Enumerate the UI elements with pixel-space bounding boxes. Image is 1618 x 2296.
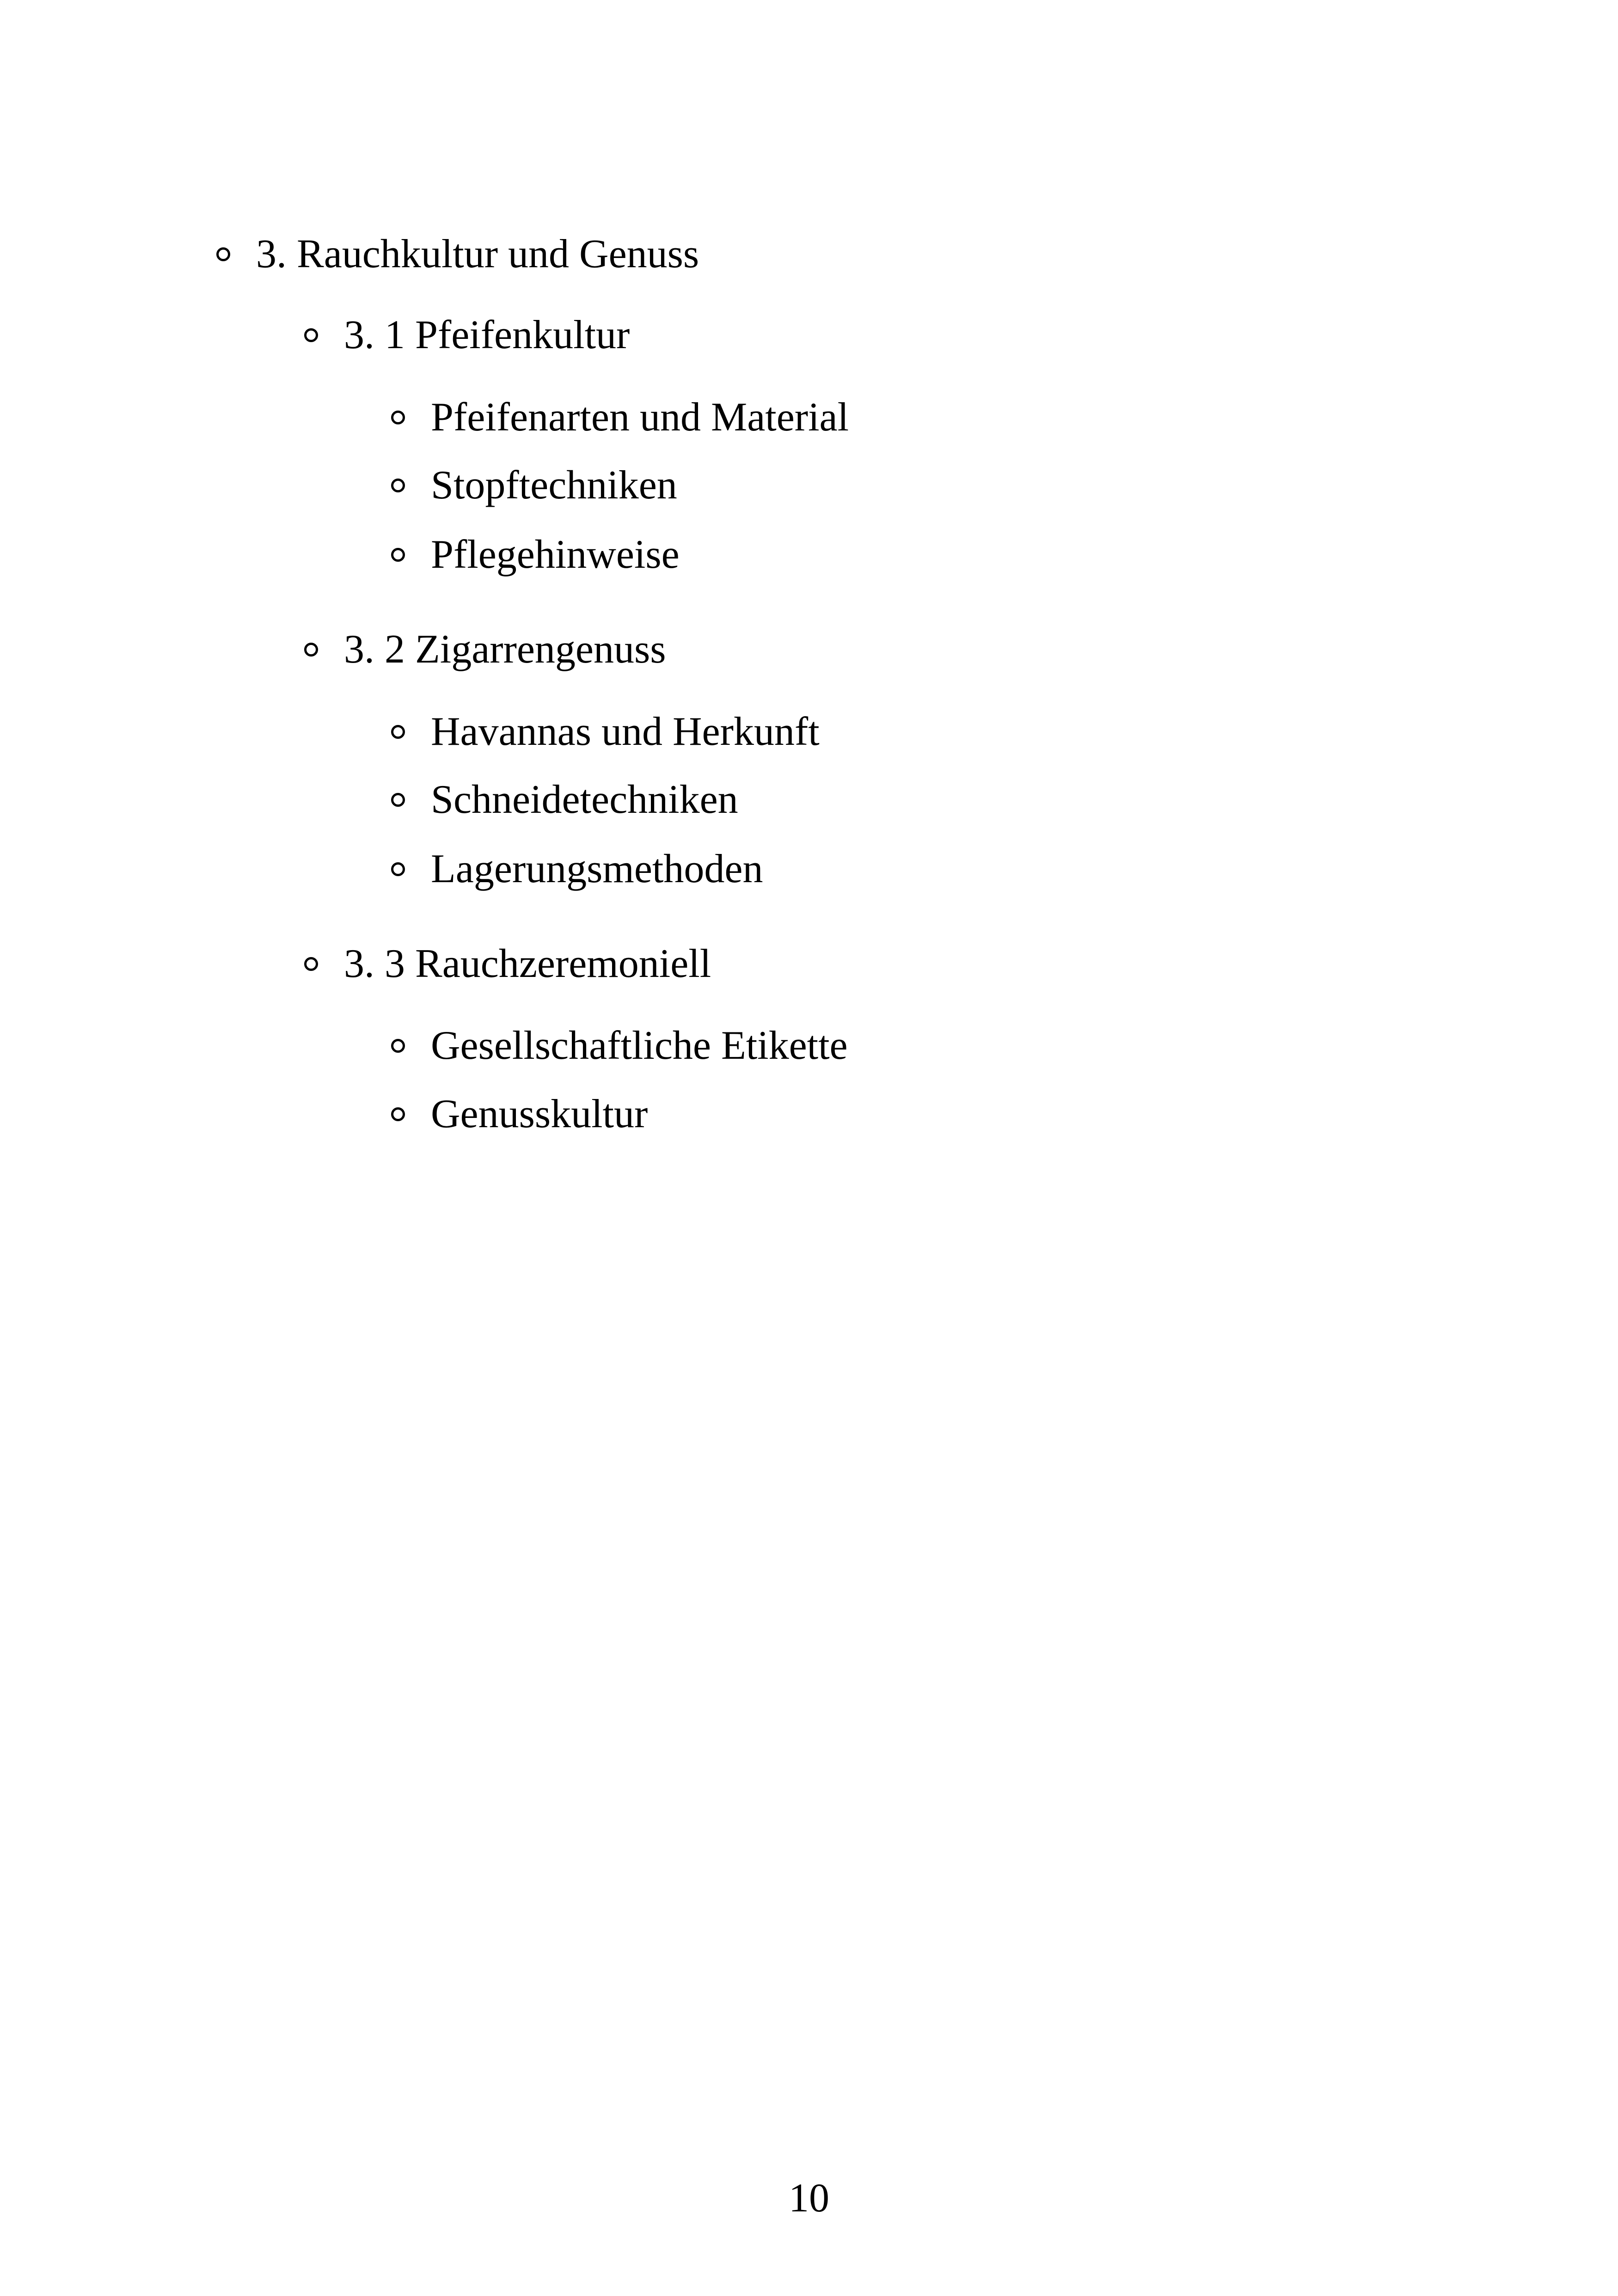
toc-item-label: Stopftechniken [431, 463, 677, 508]
toc-item [391, 844, 763, 895]
hollow-circle-bullet-icon [391, 862, 405, 876]
hollow-circle-bullet-icon [216, 247, 230, 261]
hollow-circle-bullet-icon [391, 1039, 405, 1053]
toc-subsection-label: 3. 3 Rauchzeremoniell [344, 941, 711, 986]
toc-item-label: Pflegehinweise [431, 532, 680, 577]
toc-item-label: Genusskultur [431, 1092, 648, 1136]
toc-item [391, 529, 680, 580]
toc-item [391, 392, 849, 443]
hollow-circle-bullet-icon [304, 328, 318, 342]
toc-item-label: Lagerungsmethoden [431, 847, 763, 891]
hollow-circle-bullet-icon [391, 725, 405, 739]
hollow-circle-bullet-icon [304, 957, 318, 971]
hollow-circle-bullet-icon [391, 548, 405, 562]
toc-item-label: Gesellschaftliche Etikette [431, 1023, 848, 1068]
hollow-circle-bullet-icon [304, 643, 318, 657]
toc-item-label: Havannas und Herkunft [431, 709, 820, 754]
toc-item-label: Schneidetechniken [431, 777, 738, 822]
toc-section-3 [216, 229, 699, 280]
toc-subsection-3-2 [304, 624, 666, 675]
toc-item-label: Pfeifenarten und Material [431, 395, 849, 440]
hollow-circle-bullet-icon [391, 793, 405, 807]
hollow-circle-bullet-icon [391, 1107, 405, 1121]
toc-subsection-label: 3. 1 Pfeifenkultur [344, 313, 630, 357]
hollow-circle-bullet-icon [391, 479, 405, 492]
page-number: 10 [789, 2176, 829, 2221]
toc-item [391, 1020, 848, 1071]
toc-item [391, 706, 820, 757]
toc-subsection-3-3 [304, 939, 711, 989]
toc-item [391, 460, 677, 511]
hollow-circle-bullet-icon [391, 411, 405, 424]
toc-subsection-label: 3. 2 Zigarrengenuss [344, 627, 666, 672]
toc-section-label: 3. Rauchkultur und Genuss [256, 232, 699, 276]
toc-item [391, 1089, 648, 1140]
toc-subsection-3-1 [304, 310, 630, 361]
toc-item [391, 774, 738, 825]
